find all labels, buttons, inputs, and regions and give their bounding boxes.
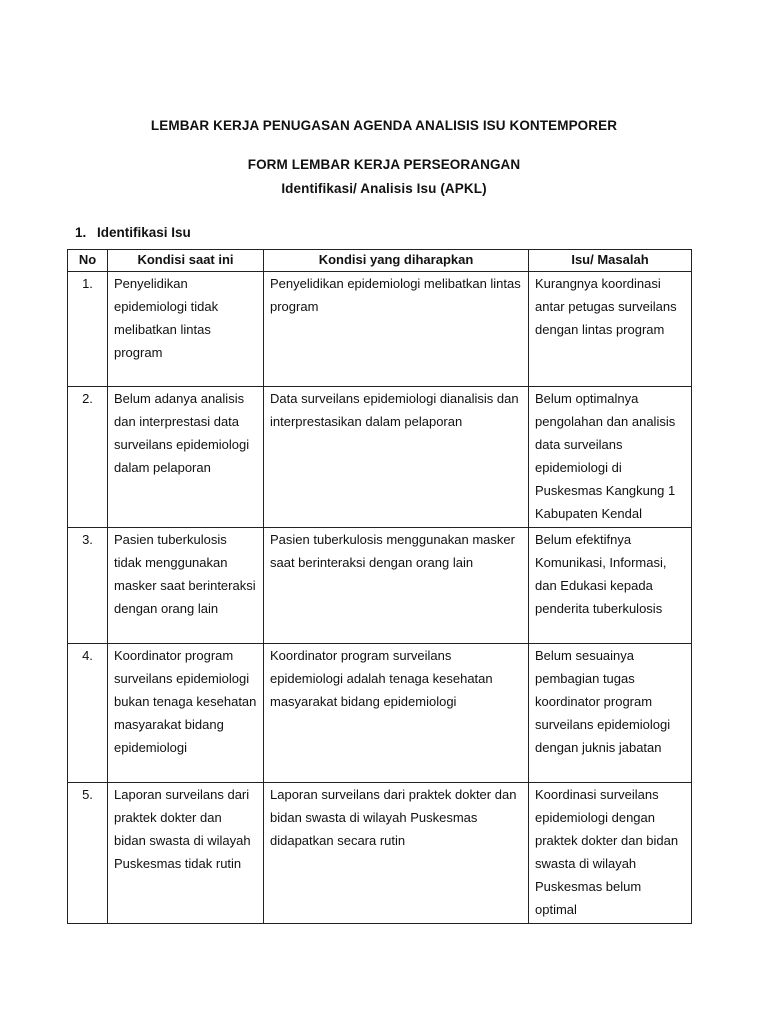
issue-cell: Belum efektifnya Komunikasi, Informasi, dan Edukasi kepada penderita tuberkulosis (529, 528, 692, 644)
row-number: 5. (68, 783, 108, 924)
header-issue: Isu/ Masalah (529, 250, 692, 272)
expected-condition-cell: Penyelidikan epidemiologi melibatkan lintas program (264, 272, 529, 387)
expected-condition-cell: Data surveilans epidemiologi dianalisis dan interprestasikan dalam pelaporan (264, 387, 529, 528)
row-number: 3. (68, 528, 108, 644)
current-condition-cell: Koordinator program surveilans epidemiologi bukan tenaga kesehatan masyarakat bidang epidemiologi (108, 644, 264, 783)
current-condition-cell: Pasien tuberkulosis tidak menggunakan masker saat berinteraksi dengan orang lain (108, 528, 264, 644)
table-row (68, 644, 692, 783)
issue-identification-table (67, 249, 692, 924)
row-number: 2. (68, 387, 108, 528)
row-number: 1. (68, 272, 108, 387)
current-condition-cell: Belum adanya analisis dan interprestasi data surveilans epidemiologi dalam pelaporan (108, 387, 264, 528)
header-expected-condition: Kondisi yang diharapkan (264, 250, 529, 272)
table-row (68, 783, 692, 924)
issue-cell: Belum optimalnya pengolahan dan analisis data surveilans epidemiologi di Puskesmas Kangkung 1 Kabupaten Kendal (529, 387, 692, 528)
header-current-condition: Kondisi saat ini (108, 250, 264, 272)
row-number: 4. (68, 644, 108, 783)
document-title: LEMBAR KERJA PENUGASAN AGENDA ANALISIS ISU KONTEMPORER (150, 118, 618, 133)
form-subtitle: Identifikasi/ Analisis Isu (APKL) (281, 181, 487, 196)
table-row (68, 387, 692, 528)
section-number: 1. (75, 225, 87, 240)
table-row (68, 528, 692, 644)
current-condition-cell: Laporan surveilans dari praktek dokter dan bidan swasta di wilayah Puskesmas tidak rutin (108, 783, 264, 924)
issue-cell: Belum sesuainya pembagian tugas koordinator program surveilans epidemiologi dengan juknis jabatan (529, 644, 692, 783)
section-title: Identifikasi Isu (97, 225, 191, 240)
form-title: FORM LEMBAR KERJA PERSEORANGAN (247, 157, 521, 172)
issue-cell: Koordinasi surveilans epidemiologi dengan praktek dokter dan bidan swasta di wilayah Puskesmas belum optimal (529, 783, 692, 924)
expected-condition-cell: Koordinator program surveilans epidemiologi adalah tenaga kesehatan masyarakat bidang epidemiologi (264, 644, 529, 783)
expected-condition-cell: Laporan surveilans dari praktek dokter dan bidan swasta di wilayah Puskesmas didapatkan secara rutin (264, 783, 529, 924)
table-row (68, 272, 692, 387)
table-header-row (68, 250, 692, 272)
section-heading (75, 225, 191, 240)
header-no: No (68, 250, 108, 272)
issue-cell: Kurangnya koordinasi antar petugas surveilans dengan lintas program (529, 272, 692, 387)
expected-condition-cell: Pasien tuberkulosis menggunakan masker saat berinteraksi dengan orang lain (264, 528, 529, 644)
current-condition-cell: Penyelidikan epidemiologi tidak melibatkan lintas program (108, 272, 264, 387)
